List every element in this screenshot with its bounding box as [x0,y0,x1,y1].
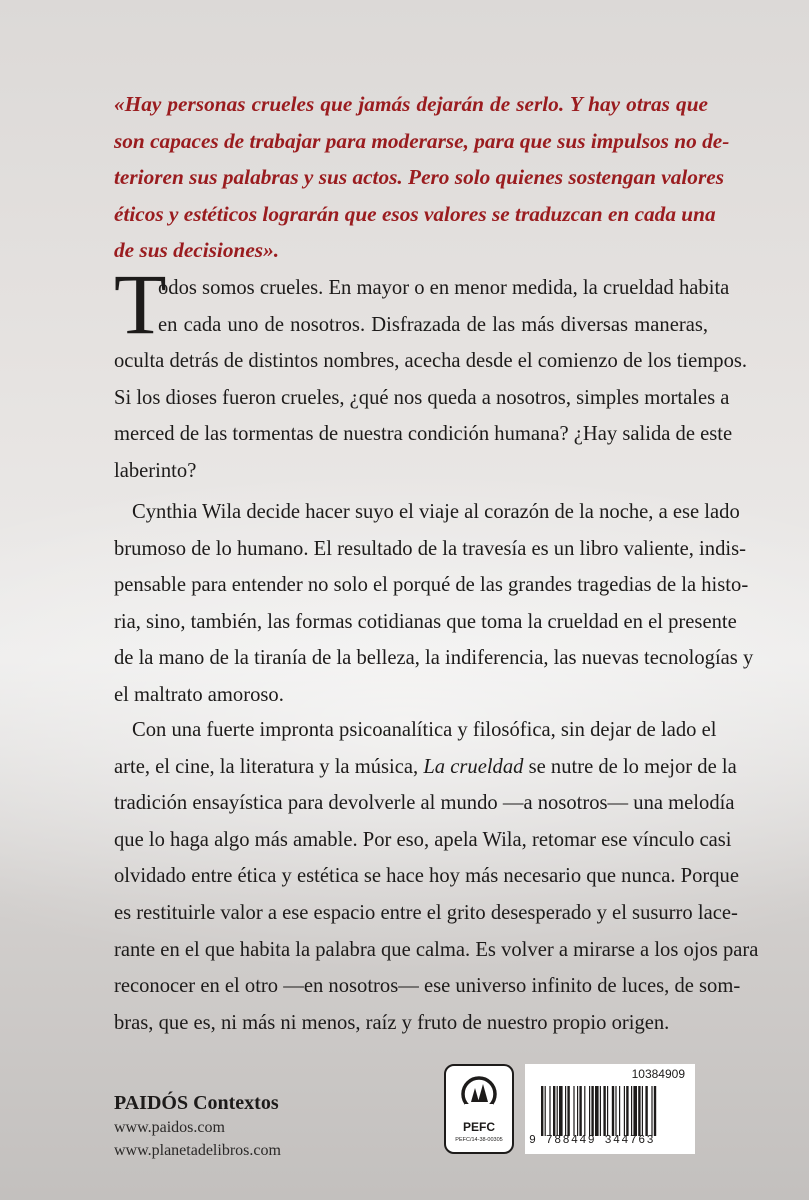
paragraph-3 [114,712,759,1041]
publisher-brand: PAIDÓS Contextos [114,1092,279,1114]
publisher-block [114,1090,281,1162]
paragraph-line: en cada uno de nosotros. Disfrazada de las más diversas maneras, [158,313,708,336]
paragraph-line: oculta detrás de distintos nombres, acecha desde el comienzo de los tiempos. [114,350,748,373]
barcode-bar [595,1086,599,1136]
drop-cap: T [114,256,167,352]
barcode-bar [541,1086,543,1136]
paragraph-line: ria, sino, también, las formas cotidianas que toma la crueldad en el presente [114,610,737,633]
paragraph-line-pre: arte, el cine, la literatura y la música, [114,755,419,778]
paragraph-line: Si los dioses fueron crueles, ¿qué nos queda a nosotros, simples mortales a [114,386,730,409]
barcode-bar [633,1086,637,1136]
paragraph-line-with-title [114,749,737,786]
paragraph-line: olvidado entre ética y estética se hace hoy más necesario que nunca. Porque [114,865,739,888]
paragraph-line: Con una fuerte impronta psicoanalítica y filosófica, sin dejar de lado el [132,719,717,741]
barcode-bar [591,1086,593,1136]
barcode-bar [603,1086,605,1136]
paragraph-line: es restituirle valor a ese espacio entre el grito desesperado y el susurro lace- [114,901,738,924]
paragraph-2 [114,494,754,714]
paragraph-line: que lo haga algo más amable. Por eso, apela Wila, retomar ese vínculo casi [114,828,732,851]
paragraph-line: tradición ensayística para devolverle al mundo —a nosotros— una melodía [114,792,735,815]
barcode-bar [584,1086,585,1136]
paragraph-line: brumoso de lo humano. El resultado de la travesía es un libro valiente, indis- [114,537,746,560]
barcode-bar [626,1086,628,1136]
book-title: La crueldad [423,755,524,778]
quote-line: terioren sus palabras y sus actos. Pero solo quienes sostengan valores [114,165,724,189]
paragraph-line: laberinto? [114,459,197,482]
publisher-url: www.planetadelibros.com [114,1142,281,1159]
barcode-bar [607,1086,608,1136]
publisher-url: www.paidos.com [114,1119,225,1136]
barcode-bar [573,1086,574,1136]
barcode-bar [549,1086,550,1136]
paragraph-line: merced de las tormentas de nuestra condición humana? ¿Hay salida de este [114,423,733,446]
paragraph-line: odos somos crueles. En mayor o en menor medida, la crueldad habita [158,277,730,299]
barcode-bar [545,1086,546,1136]
barcode-bar [651,1086,652,1136]
paragraph-1 [114,256,748,490]
barcode-bar [612,1086,614,1136]
barcode-bar [565,1086,566,1136]
pefc-code: PEFC/14-38-00305 [455,1137,503,1143]
barcode-bars-icon [541,1086,685,1136]
barcode-bar [619,1086,620,1136]
barcode-bar [589,1086,590,1136]
barcode-top-code: 10384909 [631,1067,685,1081]
barcode-digits: 9 788449 344763 [529,1134,656,1147]
paragraph-line: de la mano de la tiranía de la belleza, la indiferencia, las nuevas tecnologías y [114,647,754,670]
pefc-certification-badge [444,1064,514,1154]
barcode-bar [557,1086,558,1136]
pefc-label: PEFC [462,1120,495,1134]
barcode-bar [559,1086,563,1136]
barcode-bar [553,1086,555,1136]
pefc-trees-icon [461,1074,497,1118]
paragraph-line: el maltrato amoroso. [114,683,284,706]
barcode-bar [624,1086,625,1136]
barcode-bar [567,1086,569,1136]
barcode-bar [631,1086,632,1136]
barcode-bar [600,1086,601,1136]
isbn-barcode [525,1064,695,1154]
quote-line: «Hay personas crueles que jamás dejarán de serlo. Y hay otras que [114,92,708,116]
paragraph-line: rante en el que habita la palabra que calma. Es volver a mirarse a los ojos para [114,938,759,961]
paragraph-line: bras, que es, ni más ni menos, raíz y fruto de nuestro propio origen. [114,1011,670,1034]
barcode-bar [615,1086,616,1136]
barcode-bar [642,1086,643,1136]
back-cover-quote [114,86,730,269]
paragraph-line: reconocer en el otro —en nosotros— ese universo infinito de luces, de som- [114,975,741,998]
barcode-bar [577,1086,578,1136]
quote-line: de sus decisiones». [114,238,280,262]
quote-line: éticos y estéticos lograrán que esos valores se traduzcan en cada una [114,201,716,226]
paragraph-line: pensable para entender no solo el porqué de las grandes tragedias de la histo- [114,574,749,597]
paragraph-line: Cynthia Wila decide hacer suyo el viaje al corazón de la noche, a ese lado [132,501,740,523]
barcode-bar [654,1086,656,1136]
paragraph-line-post: se nutre de lo mejor de la [528,755,737,778]
quote-line: son capaces de trabajar para moderarse, para que sus impulsos no de- [114,128,730,153]
barcode-bar [579,1086,581,1136]
barcode-bar [645,1086,647,1136]
barcode-bar [638,1086,640,1136]
